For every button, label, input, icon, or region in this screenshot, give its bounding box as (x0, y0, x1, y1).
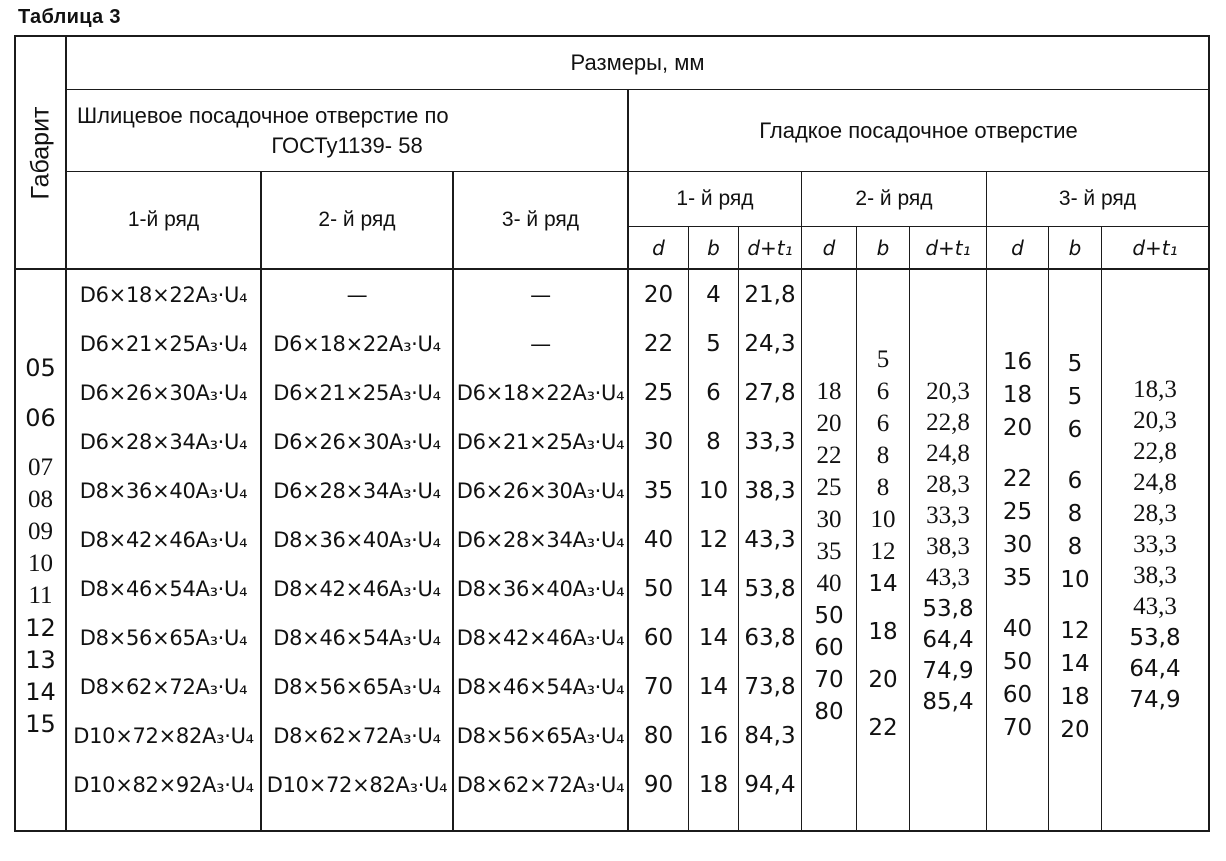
cell-value: 25 (643, 379, 674, 406)
cell-value: 22 (816, 442, 842, 469)
column-header-row (67, 172, 1208, 270)
smooth3-b-values (1049, 270, 1102, 830)
cell-value: 18 (868, 619, 898, 645)
cell-value: 30 (816, 506, 842, 533)
spline-row3-values (454, 270, 629, 830)
cell-value: 12 (698, 526, 729, 553)
cell-value: 70 (1002, 714, 1033, 741)
spline-row1-header: 1-й ряд (67, 172, 262, 268)
cell-value: 11 (28, 582, 53, 609)
dimensions-table (14, 35, 1210, 832)
smooth3-dt1-values (1102, 270, 1208, 830)
smooth1-b-values (689, 270, 739, 830)
section-title-row (67, 90, 1208, 172)
cell-value: D6×26×30A₃·U₄ (273, 429, 441, 454)
cell-value: 40 (643, 526, 674, 553)
cell-value: D6×21×25A₃·U₄ (273, 380, 441, 405)
smooth3-d-header: d (987, 227, 1049, 268)
spline-row2-header: 2- й ряд (262, 172, 454, 268)
cell-value: 43,3 (744, 526, 796, 553)
cell-value: 27,8 (744, 379, 796, 406)
spline-row2-values (262, 270, 454, 830)
cell-value: 24,3 (744, 330, 796, 357)
smooth-row3-header: 3- й ряд (1058, 187, 1137, 210)
cell-value: 07 (28, 454, 53, 481)
cell-value: 74,9 (922, 657, 974, 684)
cell-value: 20 (1002, 414, 1033, 441)
cell-value: 20 (816, 410, 842, 437)
cell-value: 8 (706, 428, 721, 455)
cell-value: 13 (25, 646, 56, 674)
cell-value: D8×46×54A₃·U₄ (79, 576, 248, 601)
cell-value: D8×36×40A₃·U₄ (273, 527, 441, 552)
cell-value: D10×72×82A₃·U₄ (73, 723, 254, 748)
smooth-header-block (629, 172, 1208, 268)
table-title: Таблица 3 (18, 6, 121, 28)
cell-value: 14 (25, 678, 56, 706)
cell-value: 50 (1002, 648, 1033, 675)
smooth2-d-values (802, 270, 857, 830)
cell-value: 14 (698, 575, 729, 602)
cell-value: 12 (25, 614, 56, 642)
smooth-sub-header-row (629, 227, 1208, 268)
cell-value: 60 (1002, 681, 1033, 708)
cell-value: D6×21×25A₃·U₄ (456, 429, 625, 454)
cell-value: 10 (28, 550, 53, 577)
cell-value: 24,8 (1133, 468, 1177, 496)
spline-row1-values (67, 270, 262, 830)
size-header-label: Размеры, мм (570, 50, 705, 75)
cell-value: 28,3 (926, 470, 970, 498)
gabarit-column (16, 37, 67, 830)
size-header-cell (67, 37, 1208, 90)
smooth-row2-header: 2- й ряд (802, 172, 987, 226)
cell-value: 84,3 (744, 722, 796, 749)
cell-value: 18 (698, 771, 729, 798)
cell-value: 28,3 (1133, 499, 1177, 527)
table-main (67, 37, 1208, 830)
cell-value: 10 (1060, 566, 1090, 593)
cell-value: 6 (1067, 467, 1083, 494)
cell-value: 09 (28, 518, 53, 545)
cell-value: 60 (814, 635, 844, 661)
cell-value: D6×18×22A₃·U₄ (79, 282, 248, 307)
smooth2-dt1-values (910, 270, 987, 830)
cell-value: D8×62×72A₃·U₄ (79, 674, 248, 699)
cell-value: 6 (876, 378, 890, 405)
cell-value: D6×28×34A₃·U₄ (273, 478, 441, 503)
cell-value: 6 (1067, 416, 1083, 443)
cell-value: 15 (25, 710, 56, 738)
cell-value: 40 (1002, 615, 1033, 642)
smooth1-dt1-values (739, 270, 802, 830)
cell-value: 80 (814, 699, 844, 725)
cell-value: 8 (1067, 533, 1083, 560)
cell-value: 53,8 (1129, 624, 1181, 651)
cell-value: 35 (643, 477, 674, 504)
cell-value: D10×82×92A₃·U₄ (73, 772, 254, 797)
cell-value: 6 (876, 410, 890, 437)
cell-value: D8×42×46A₃·U₄ (273, 576, 441, 601)
cell-value: 80 (643, 722, 674, 749)
cell-value: 30 (643, 428, 674, 455)
cell-value: 16 (698, 722, 729, 749)
cell-value: 53,8 (744, 575, 796, 602)
spline-section-title-cell (67, 90, 629, 171)
cell-value: 5 (1067, 350, 1083, 377)
cell-value: 35 (1002, 564, 1033, 591)
cell-value: 20 (1060, 716, 1090, 743)
cell-value: D6×26×30A₃·U₄ (79, 380, 248, 405)
cell-value: 21,8 (744, 281, 796, 308)
cell-value: 25 (816, 474, 842, 501)
smooth3-b-header: b (1049, 227, 1102, 268)
cell-value: 70 (643, 673, 674, 700)
cell-value: 10 (698, 477, 729, 504)
cell-value: 06 (25, 404, 56, 432)
smooth2-b-header: b (857, 227, 910, 268)
cell-value: 50 (814, 603, 844, 629)
cell-value: D8×46×54A₃·U₄ (456, 674, 625, 699)
cell-value: D8×42×46A₃·U₄ (79, 527, 248, 552)
cell-value: D8×36×40A₃·U₄ (79, 478, 248, 503)
cell-value: 22,8 (926, 408, 970, 436)
cell-value: 08 (28, 486, 53, 513)
smooth3-d-values (987, 270, 1049, 830)
cell-value: 5 (706, 330, 721, 357)
cell-value: 90 (643, 771, 674, 798)
cell-value: D8×62×72A₃·U₄ (456, 772, 625, 797)
cell-value: 20 (643, 281, 674, 308)
cell-value: 14 (698, 673, 729, 700)
cell-value: D6×28×34A₃·U₄ (456, 527, 625, 552)
smooth3-dt1-header: d+t₁ (1132, 235, 1178, 260)
spline-section-title-line2: ГОСТу1139- 58 (271, 132, 423, 158)
gabarit-header-cell (16, 37, 65, 270)
smooth2-dt1-header: d+t₁ (910, 227, 987, 268)
cell-value: 6 (706, 379, 721, 406)
cell-value: 74,9 (1129, 686, 1181, 713)
cell-value: 33,3 (744, 428, 796, 455)
smooth-ryad-header-row (629, 172, 1208, 227)
cell-value: 38,3 (1133, 561, 1177, 589)
cell-value: 20 (868, 667, 898, 693)
cell-value: 22 (1002, 465, 1033, 492)
cell-value: 70 (814, 667, 844, 693)
cell-value: 38,3 (926, 532, 970, 560)
cell-value: D8×62×72A₃·U₄ (273, 723, 441, 748)
smooth1-d-values (629, 270, 689, 830)
cell-value: D10×72×82A₃·U₄ (266, 772, 448, 797)
spline-section-title-line1: Шлицевое посадочное отверстие по (77, 102, 449, 128)
cell-value: — (346, 282, 368, 307)
cell-value: 8 (876, 474, 890, 501)
smooth-row1-header: 1- й ряд (629, 172, 802, 226)
cell-value: 5 (876, 346, 890, 373)
smooth1-d-header: d (629, 227, 689, 268)
cell-value: 64,4 (922, 626, 974, 653)
cell-value: 10 (870, 506, 896, 533)
cell-value: — (530, 331, 551, 356)
cell-value: 05 (25, 354, 56, 382)
cell-value: 24,8 (926, 439, 970, 467)
cell-value: 16 (1002, 348, 1033, 375)
cell-value: 33,3 (926, 501, 970, 529)
cell-value: 22,8 (1133, 437, 1177, 465)
cell-value: 43,3 (1133, 592, 1177, 620)
smooth2-d-header: d (802, 227, 857, 268)
cell-value: D6×18×22A₃·U₄ (456, 380, 625, 405)
cell-value: 14 (698, 624, 729, 651)
table-body (67, 270, 1208, 830)
cell-value: 60 (643, 624, 674, 651)
cell-value: 64,4 (1129, 655, 1181, 682)
spline-row3-header: 3- й ряд (454, 172, 629, 268)
cell-value: 5 (1067, 383, 1083, 410)
cell-value: 18 (1060, 683, 1090, 710)
smooth-section-title-cell: Гладкое посадочное отверстие (759, 117, 1078, 143)
cell-value: 35 (816, 538, 842, 565)
cell-value: D8×56×65A₃·U₄ (273, 674, 441, 699)
cell-value: 22 (643, 330, 674, 357)
cell-value: 94,4 (744, 771, 796, 798)
cell-value: D6×18×22A₃·U₄ (273, 331, 441, 356)
cell-value: 40 (816, 570, 842, 597)
cell-value: 25 (1002, 498, 1033, 525)
cell-value: 43,3 (926, 563, 970, 591)
smooth1-b-header: b (689, 227, 739, 268)
cell-value: 20,3 (1133, 406, 1177, 434)
gabarit-values-cell (16, 270, 65, 830)
cell-value: 38,3 (744, 477, 796, 504)
cell-value: 73,8 (744, 673, 796, 700)
cell-value: 50 (643, 575, 674, 602)
cell-value: 14 (1060, 650, 1090, 677)
cell-value: 12 (1060, 617, 1090, 644)
cell-value: — (530, 282, 551, 307)
cell-value: 30 (1002, 531, 1033, 558)
cell-value: D8×46×54A₃·U₄ (273, 625, 441, 650)
cell-value: D8×56×65A₃·U₄ (79, 625, 248, 650)
cell-value: 85,4 (922, 688, 974, 715)
smooth1-dt1-header: d+t₁ (739, 227, 802, 268)
cell-value: D6×21×25A₃·U₄ (79, 331, 248, 356)
cell-value: 20,3 (926, 377, 970, 405)
cell-value: 63,8 (744, 624, 796, 651)
cell-value: 22 (868, 715, 898, 741)
cell-value: 12 (870, 538, 896, 565)
cell-value: 18 (1002, 381, 1033, 408)
cell-value: 8 (876, 442, 890, 469)
cell-value: D8×56×65A₃·U₄ (456, 723, 625, 748)
cell-value: 18 (816, 378, 842, 405)
cell-value: D8×36×40A₃·U₄ (456, 576, 625, 601)
cell-value: 14 (868, 571, 898, 597)
cell-value: D6×26×30A₃·U₄ (456, 478, 625, 503)
cell-value: 8 (1067, 500, 1083, 527)
cell-value: 53,8 (922, 595, 974, 622)
cell-value: D6×28×34A₃·U₄ (79, 429, 248, 454)
cell-value: 4 (706, 281, 721, 308)
gabarit-header-label: Габарит (26, 105, 54, 200)
smooth2-b-values (857, 270, 910, 830)
cell-value: 33,3 (1133, 530, 1177, 558)
cell-value: 18,3 (1133, 375, 1177, 403)
cell-value: D8×42×46A₃·U₄ (456, 625, 625, 650)
